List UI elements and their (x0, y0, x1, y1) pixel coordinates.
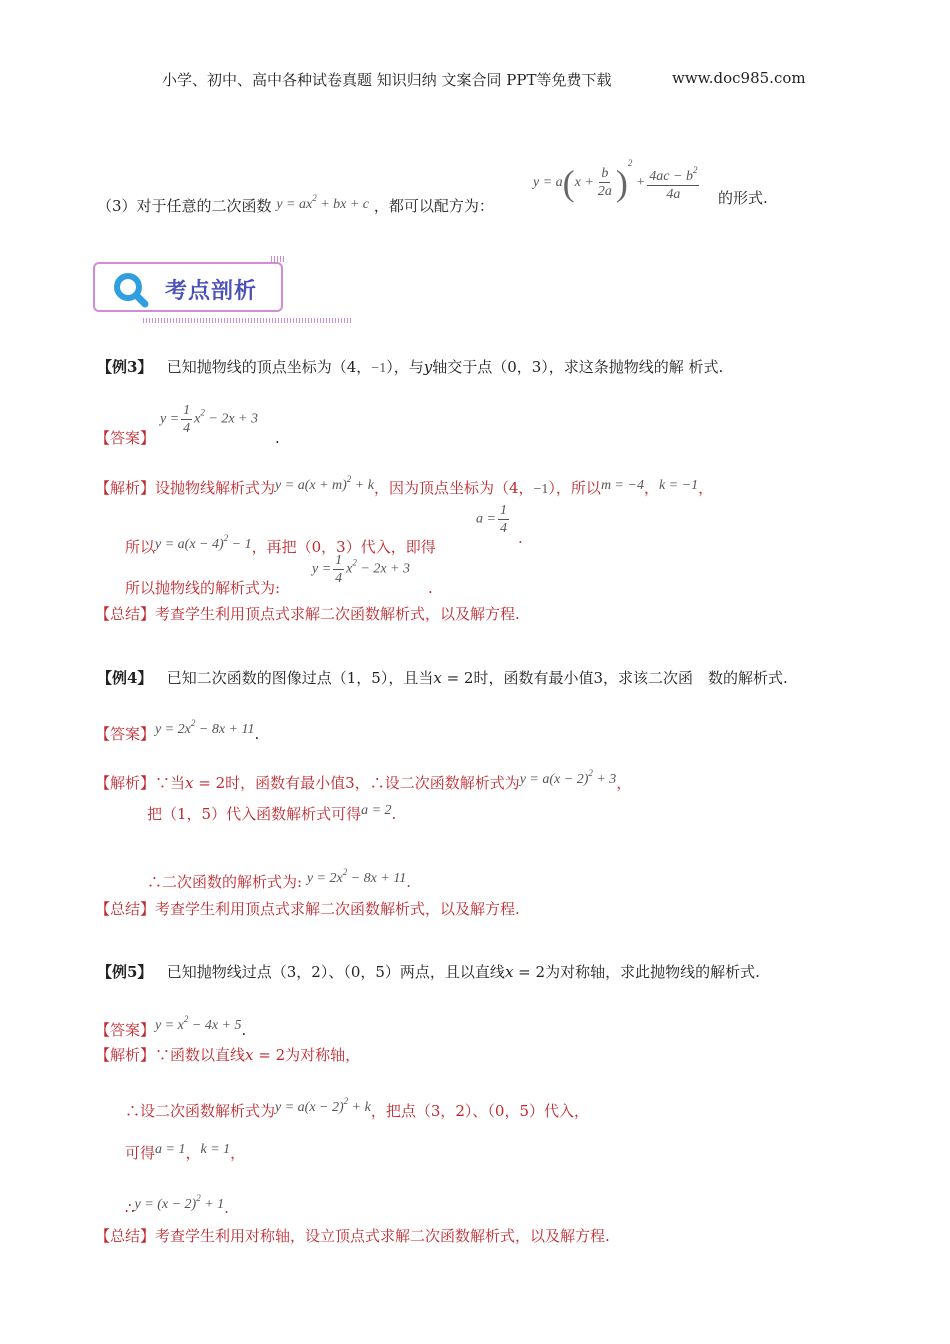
ex3-analysis-label: 【解析】 (95, 479, 156, 497)
ex4-summary-label: 【总结】 (95, 900, 156, 918)
ex5-analysis-1a: ∵函数以直线 (155, 1046, 246, 1064)
ex3-answer-period: . (275, 429, 280, 447)
ex4-question-a: 已知二次函数的图像过点（1，5），且当 (166, 669, 434, 687)
page-header-url: www.doc985.com (672, 69, 806, 87)
ex4-analysis-2: 把（1，5）代入函数解析式可得a = 2. (147, 803, 397, 823)
section-title: 考点剖析 (165, 279, 258, 304)
ex5-tag: 【例5】 (97, 963, 153, 981)
section-banner (93, 262, 291, 324)
ex5-analysis-label: 【解析】 (95, 1046, 156, 1064)
ex3-analysis-2a: 所以 (125, 538, 156, 556)
ex3-question-a: 已知抛物线的顶点坐标为（4， (166, 358, 372, 376)
ex5-analysis-4: ∴y = $(x - 2)^2 + 1$. (125, 1193, 229, 1217)
ex4-summary (95, 899, 520, 919)
ex3-analysis-1b: ，因为顶点坐标为（4， (373, 479, 534, 497)
ex5-summary-label: 【总结】 (95, 1227, 156, 1245)
ex4-tag: 【例4】 (97, 669, 153, 687)
page-header-text: 小学、初中、高中各种试卷真题 知识归纳 文案合同 PPT等免费下载 (162, 71, 612, 89)
ex3-summary-text: 考查学生利用顶点式求解二次函数解析式，以及解方程. (155, 605, 520, 623)
ex5-analysis-2a: ∴设二次函数解析式为 (125, 1102, 276, 1120)
ex5-question-b: 为对称轴，求此抛物线的解析式. (545, 963, 760, 981)
ex5-analysis-3a: 可得 (125, 1144, 156, 1162)
magnifier-icon (111, 270, 151, 310)
intro-middle: ，都可以配方为： (373, 197, 494, 215)
ex5-analysis-4a: ∴ (125, 1199, 135, 1217)
ex4-analysis-3a: ∴二次函数的解析式为: (147, 873, 303, 891)
ex4-analysis-2a: 把（1，5）代入函数解析式可得 (147, 805, 362, 823)
ex4-analysis-1b: 时，函数有最小值3，∴设二次函数解析式为 (225, 774, 520, 792)
ex4-question: 【例4】 已知二次函数的图像过点（1，5），且当x = 2时，函数有最小值3，求该二次函 数的解析式. (97, 669, 788, 687)
ex3-final-period: . (428, 579, 433, 597)
ex4-analysis-label: 【解析】 (95, 774, 156, 792)
ex4-answer-label: 【答案】 (95, 725, 156, 743)
ex5-analysis-2: ∴设二次函数解析式为$y = a(x - 2)^2 + k$，把点（3，2）、（0，5）代入， (125, 1096, 590, 1120)
ex5-analysis-3: 可得a = 1，k = 1， (125, 1142, 246, 1162)
ex3-question-c: 轴交于点（0，3），求这条抛物线的解 析式. (432, 358, 724, 376)
ex5-analysis-2b: ，把点（3，2）、（0，5）代入， (370, 1102, 590, 1120)
ex3-analysis-1c: ），所以 (548, 479, 601, 497)
ex5-answer: 【答案】$y = x^2 - 4x + 5$. (95, 1014, 247, 1039)
ex3-analysis-1a: 设抛物线解析式为 (155, 479, 276, 497)
ex3-summary (95, 604, 520, 624)
ex4-analysis-3: ∴二次函数的解析式为: $y = 2x^2 - 8x + 11$. (147, 867, 412, 891)
ex3-analysis-1: 【解析】设抛物线解析式为$y = a(x + m)^2 + k$，因为顶点坐标为（4，−1），所以m = −4，k = −1， (95, 474, 714, 497)
formula-vertex-form: y = a(x + $\frac{b}{2a}$ )$^2$ + $\frac{4ac - b^2}{4a}$ (533, 158, 698, 203)
ex4-summary-text: 考查学生利用顶点式求解二次函数解析式，以及解方程. (155, 900, 520, 918)
intro-line (97, 188, 494, 216)
formula-general: $y = ax^2$ + bx + c (276, 193, 370, 212)
ex5-summary (95, 1226, 610, 1246)
ex3-a-value: a = $\frac{1}{4}$ (476, 503, 507, 536)
banner-stripe-bottom (143, 318, 353, 323)
ex3-tag: 【例3】 (97, 358, 153, 376)
ex5-question: 【例5】 已知抛物线过点（3，2）、（0，5）两点，且以直线x = 2为对称轴，求此抛物线的解析式. (97, 963, 760, 981)
ex5-question-a: 已知抛物线过点（3，2）、（0，5）两点，且以直线 (166, 963, 505, 981)
ex5-answer-label: 【答案】 (95, 1021, 156, 1039)
ex5-summary-text: 考查学生利用对称轴，设立顶点式求解二次函数解析式，以及解方程. (155, 1227, 610, 1245)
ex3-analysis-2b: ，再把（0，3）代入，即得 (251, 538, 436, 556)
ex5-analysis-1b: 为对称轴， (285, 1046, 361, 1064)
ex3-analysis-2: 所以$y = a(x - 4)^2 - 1$，再把（0，3）代入，即得 (125, 533, 436, 556)
intro-prefix: （3）对于任意的二次函数 (97, 197, 272, 215)
ex4-answer: 【答案】$y = 2x^2 - 8x + 11$. (95, 718, 260, 743)
ex5-analysis-1: 【解析】∵函数以直线x = 2为对称轴， (95, 1046, 361, 1064)
ex4-analysis-1a: ∵当 (155, 774, 186, 792)
ex4-analysis-1: 【解析】∵当x = 2时，函数有最小值3，∴设二次函数解析式为$y = a(x - 2)^2 + 3$， (95, 768, 632, 792)
ex3-question-b: ），与 (386, 358, 424, 376)
ex3-question: 【例3】 已知抛物线的顶点坐标为（4，−1），与y轴交于点（0，3），求这条抛物线的解 析式. (97, 358, 724, 376)
ex3-final-formula: y = $\frac{1}{4}$ $x^2 - 2x + 3$ (312, 553, 410, 586)
ex3-analysis-3: 所以抛物线的解析式为: (125, 579, 281, 597)
ex3-answer-formula: y = $\frac{1}{4}$ $x^2 - 2x + 3$ (160, 403, 258, 436)
ex3-a-period: . (518, 529, 523, 547)
ex3-summary-label: 【总结】 (95, 605, 156, 623)
ex4-question-b: 时，函数有最小值3，求该二次函 数的解析式. (473, 669, 788, 687)
intro-suffix: 的形式. (718, 189, 768, 207)
ex3-answer-label: 【答案】 (95, 429, 156, 447)
banner-stripe-top (271, 256, 285, 262)
